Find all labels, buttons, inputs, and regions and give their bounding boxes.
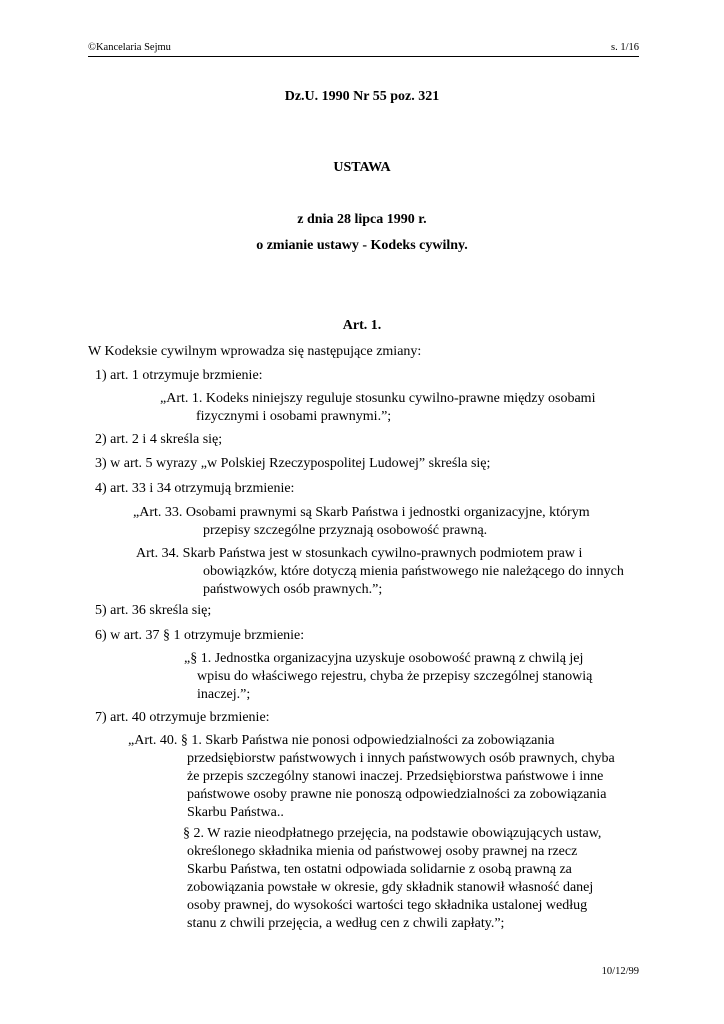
item-5: 5) art. 36 skreśla się; [95,603,212,618]
header-page-number: s. 1/16 [610,42,639,53]
document-subject: o zmianie ustawy - Kodeks cywilny. [256,238,468,253]
item-4: 4) art. 33 i 34 otrzymują brzmienie: [95,481,295,496]
footer-date: 10/12/99 [601,966,639,977]
article-heading: Art. 1. [342,318,382,333]
item-6: 6) w art. 37 § 1 otrzymuje brzmienie: [95,628,305,643]
quote-art-40-par-2: § 2. W razie nieodpłatnego przejęcia, na podstawie obowiązujących ustaw, określonego składnika mienia od państwowej osoby prawnej na rzecz Skarbu Państwa, ten ostatni odpowiada solidarnie z osobą prawną za zobowiązania powstałe w okresie, gdy składnik stanowił własność danej osoby prawnej, do wysokości wartości tego składnika ustalonej według stanu z chwili przejęcia, a według cen z chwili zapłaty.”; [183,826,602,931]
quote-art-37: „§ 1. Jednostka organizacyjna uzyskuje osobowość prawną z chwilą jej wpisu do właściwego rejestru, chyba że przepisy szczególnej stanowią inaczej.”; [184,651,593,702]
item-7: 7) art. 40 otrzymuje brzmienie: [95,710,270,725]
item-1: 1) art. 1 otrzymuje brzmienie: [95,368,263,383]
quote-art-33: „Art. 33. Osobami prawnymi są Skarb Państwa i jednostki organizacyjne, którym przepisy szczególne przyznają osobowość prawną. [133,505,590,538]
quote-art-34: Art. 34. Skarb Państwa jest w stosunkach cywilno-prawnych podmiotem praw i obowiązków, które dotyczą mienia państwowego nie należącego do innych państwowych osób prawnych.”; [136,546,624,597]
item-2: 2) art. 2 i 4 skreśla się; [95,432,223,447]
item-3: 3) w art. 5 wyrazy „w Polskiej Rzeczypospolitej Ludowej” skreśla się; [95,456,491,471]
document-date: z dnia 28 lipca 1990 r. [297,212,427,227]
page-header [88,42,639,57]
journal-reference: Dz.U. 1990 Nr 55 poz. 321 [284,89,440,104]
quote-art-1: „Art. 1. Kodeks niniejszy reguluje stosunku cywilno-prawne między osobami fizycznymi i osobami prawnymi.”; [160,391,596,424]
document-type: USTAWA [333,160,391,175]
header-publisher: ©Kancelaria Sejmu [88,42,171,53]
quote-art-40-par-1: „Art. 40. § 1. Skarb Państwa nie ponosi odpowiedzialności za zobowiązania przedsiębiorstw państwowych i innych państwowych osób prawnych, chyba że przepis szczególny stanowi inaczej. Przedsiębiorstwa państwowe i inne państwowe osoby prawne nie ponoszą odpowiedzialności za zobowiązania Skarbu Państwa.. [128,733,615,820]
intro-text: W Kodeksie cywilnym wprowadza się następujące zmiany: [88,344,422,359]
